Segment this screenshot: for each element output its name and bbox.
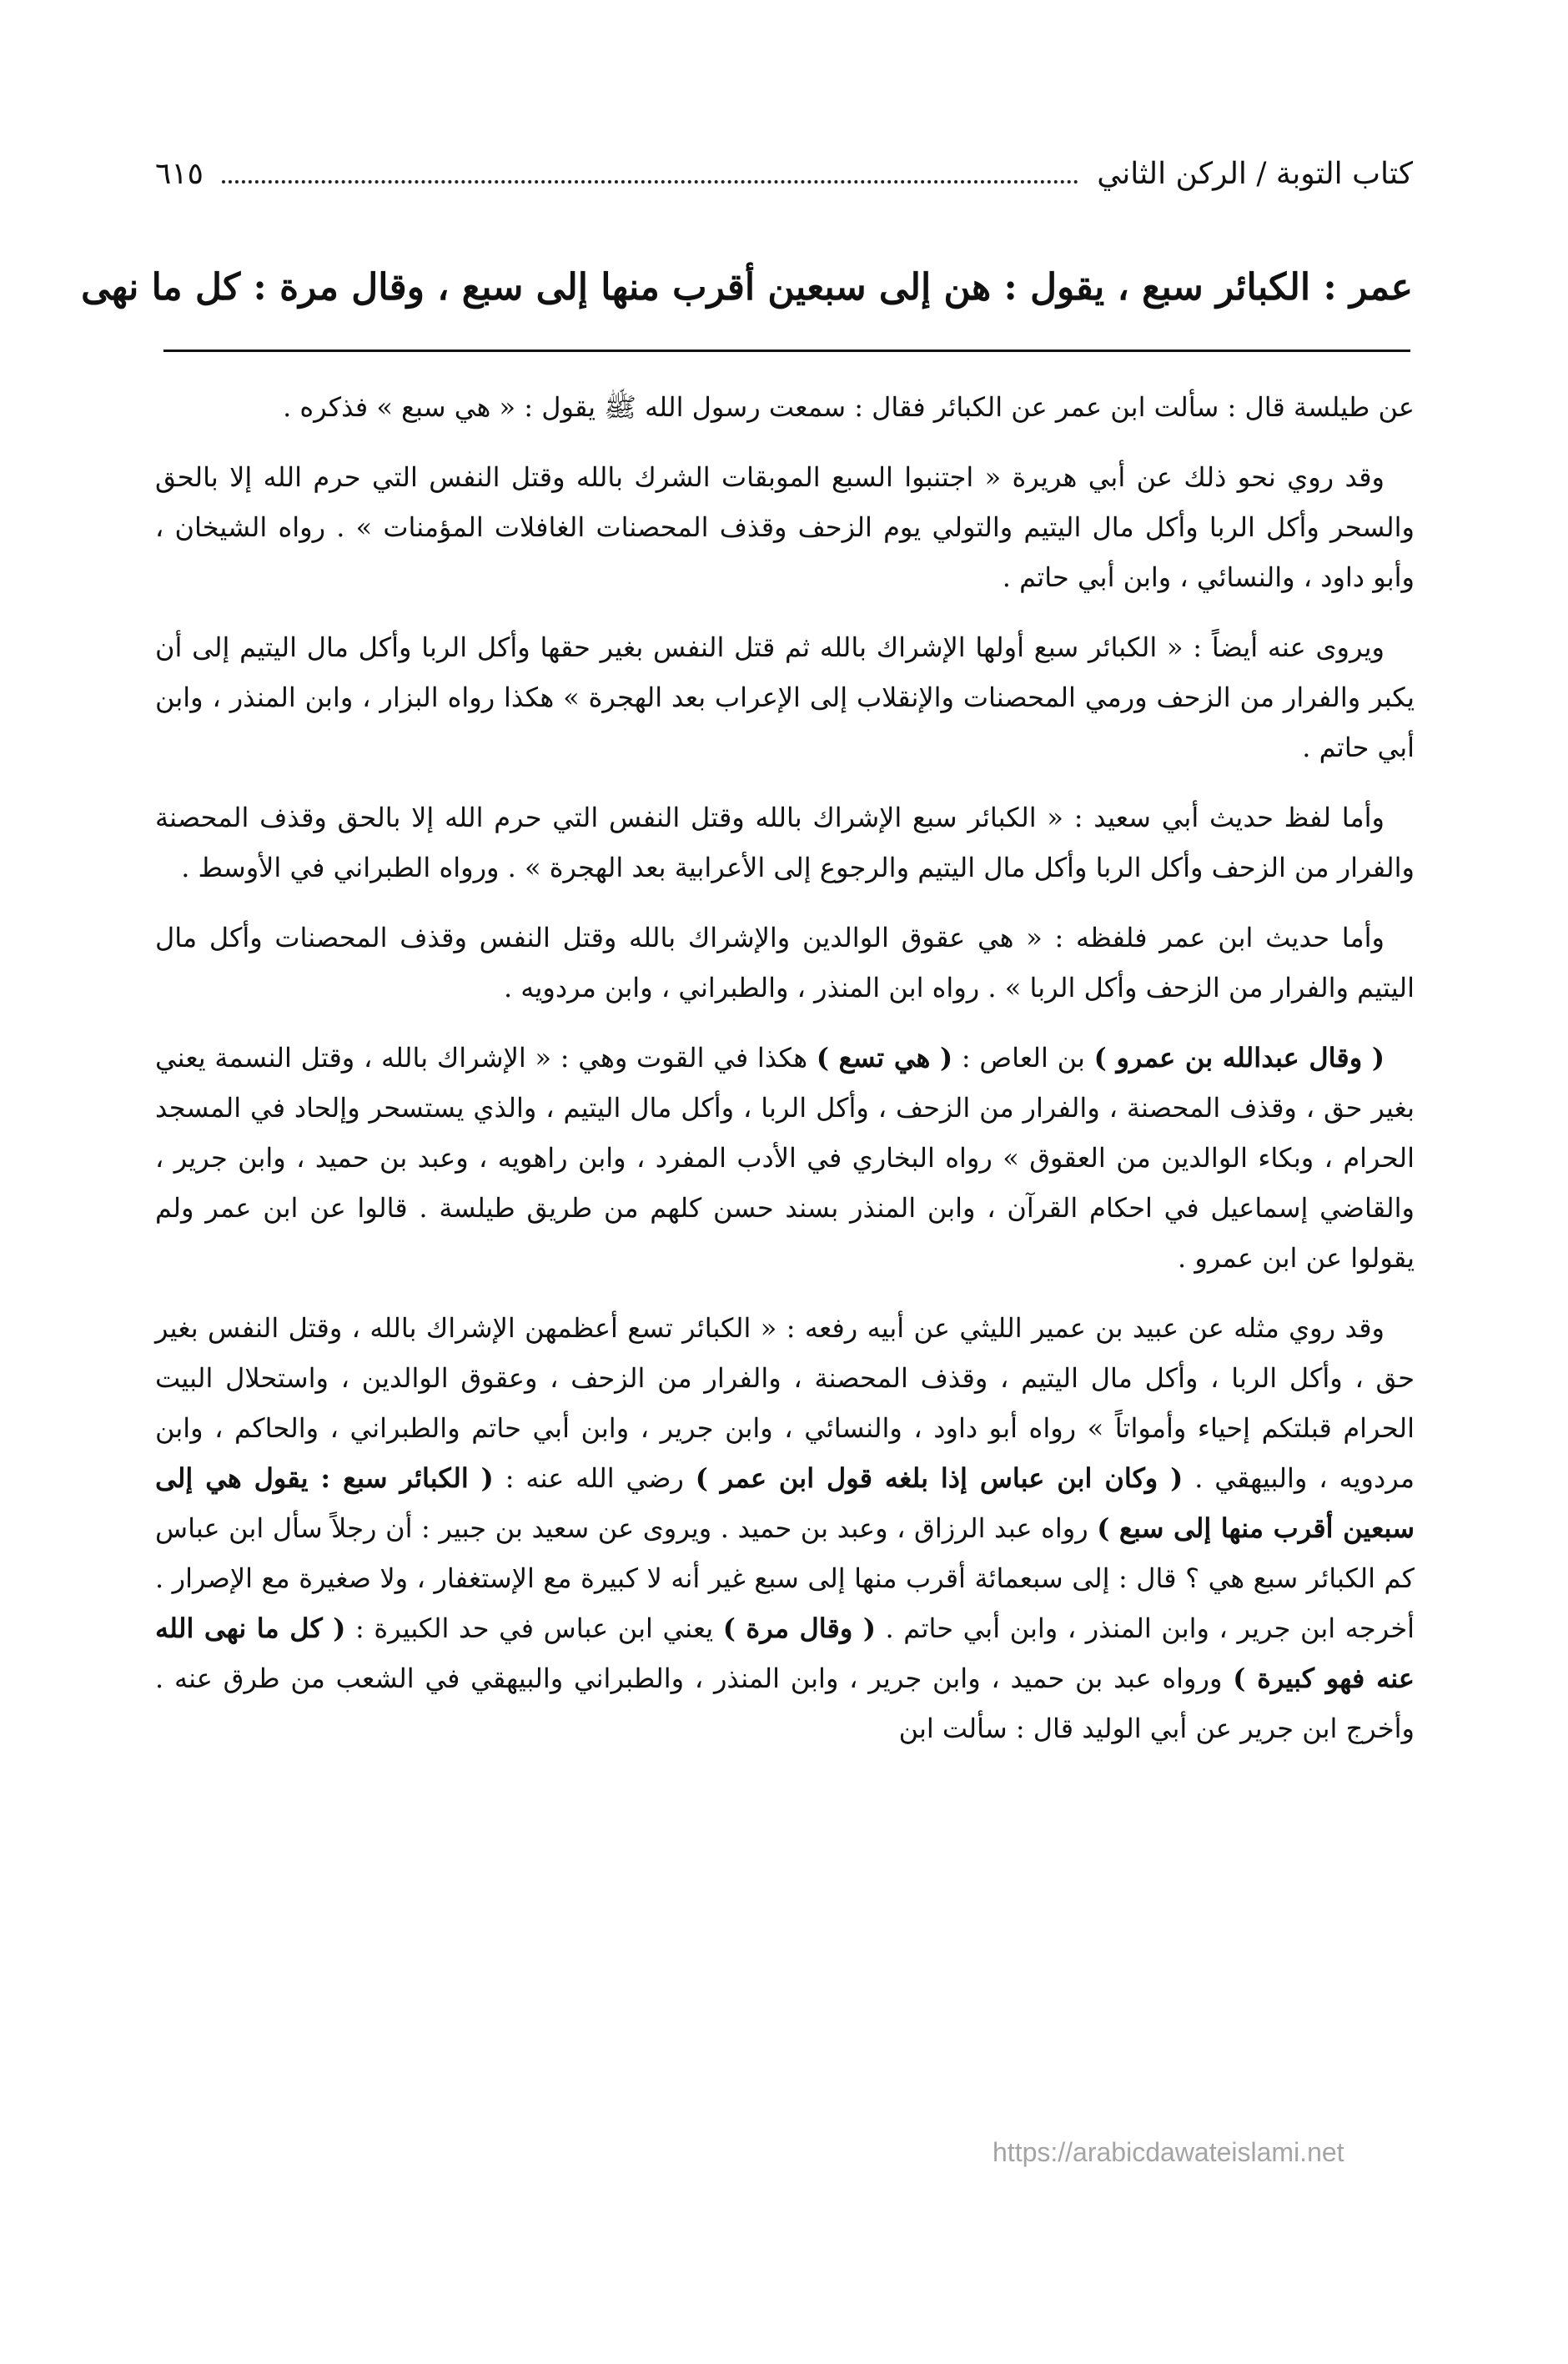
commentary-text: ورواه عبد بن حميد ، وابن جرير ، وابن المنذر ، والطبراني والبيهقي في الشعب من طرق عنه . وأخرج ابن جرير عن أبي الوليد قال : سألت ابن: [155, 1662, 1415, 1744]
chapter-title: كتاب التوبة / الركن الثاني: [1097, 156, 1413, 191]
quoted-matn: ( هي تسع ): [816, 1042, 953, 1074]
quoted-matn: ( كل ما نهى الله عنه فهو كبيرة ): [155, 1612, 1415, 1694]
commentary-text: بن العاص :: [952, 1042, 1094, 1074]
commentary-paragraph-1: عن طيلسة قال : سألت ابن عمر عن الكبائر فقال : سمعت رسول الله ﷺ يقول : « هي سبع » فذكره .: [283, 391, 1415, 423]
commentary-text: وقد روي مثله عن عبيد بن عمير الليثي عن أبيه رفعه : « الكبائر تسع أعظمهن الإشراك بالله ، وقتل النفس بغير حق ، وأكل الربا ، وأكل مال اليتيم ، وقذف المحصنة ، والفرار من الزحف ، وعقوق الوالدين ، واستحلال البيت الحرام قبلتكم إحياء وأمواتاً » رواه أبو داود ، والنسائي ، وابن جرير ، وابن أبي حاتم والطبراني ، والحاكم ، وابن مردويه ، والبيهقي .: [155, 1312, 1415, 1494]
quoted-matn: ( وقال مرة ): [722, 1612, 876, 1644]
commentary-text: رضي الله عنه :: [493, 1462, 696, 1494]
commentary-text: يعني ابن عباس في حد الكبيرة :: [345, 1612, 723, 1644]
quoted-matn: ( الكبائر سبع : يقول هي إلى سبعين أقرب منها إلى سبع ): [155, 1462, 1415, 1544]
quoted-matn: ( وقال عبدالله بن عمرو ): [1093, 1042, 1385, 1074]
quoted-matn: ( وكان ابن عباس إذا بلغه قول ابن عمر ): [695, 1462, 1184, 1494]
commentary-text: هكذا في القوت وهي : « الإشراك بالله ، وقتل النسمة يعني بغير حق ، وقذف المحصنة ، والفرار من الزحف ، وأكل الربا ، وأكل مال اليتيم ، والذي يستسحر وإلحاد في المسجد الحرام ، وبكاء الوالدين من العقوق » رواه البخاري في الأدب المفرد ، وابن راهويه ، وعبد بن حميد ، وابن جرير ، والقاضي إسماعيل في احكام القرآن ، وابن المنذر بسند حسن كلهم من طريق طيلسة . قالوا عن ابن عمر ولم يقولوا عن ابن عمرو .: [155, 1042, 1415, 1274]
commentary-paragraph-2: وقد روي نحو ذلك عن أبي هريرة « اجتنبوا السبع الموبقات الشرك بالله وقتل النفس التي حرم الله إلا بالحق والسحر وأكل الربا وأكل مال اليتيم والتولي يوم الزحف وقذف المحصنات الغافلات المؤمنات » . رواه الشيخان ، وأبو داود ، والنسائي ، وابن أبي حاتم .: [155, 461, 1415, 593]
separator-rule: [163, 350, 1410, 352]
page-number: ٦١٥: [155, 156, 204, 191]
commentary-paragraph-7: [155, 1303, 1415, 1753]
commentary-paragraph-4: وأما لفظ حديث أبي سعيد : « الكبائر سبع الإشراك بالله وقتل النفس التي حرم الله إلا بالحق وقذف المحصنة والفرار من الزحف وأكل الربا وأكل مال اليتيم والرجوع إلى الأعرابية بعد الهجرة » . ورواه الطبراني في الأوسط .: [155, 802, 1415, 883]
commentary-paragraph-5: وأما حديث ابن عمر فلفظه : « هي عقوق الوالدين والإشراك بالله وقتل النفس وقذف المحصنات وأكل مال اليتيم والفرار من الزحف وأكل الربا » . رواه ابن المنذر ، والطبراني ، وابن مردويه .: [155, 922, 1415, 1003]
dot-leader: [222, 180, 1078, 184]
commentary-paragraph-3: ويروى عنه أيضاً : « الكبائر سبع أولها الإشراك بالله ثم قتل النفس بغير حقها وأكل الربا وأكل مال اليتيم إلى أن يكبر والفرار من الزحف ورمي المحصنات والإنقلاب إلى الإعراب بعد الهجرة » هكذا رواه البزار ، وابن المنذر ، وابن أبي حاتم .: [155, 631, 1415, 763]
commentary-text: رواه عبد الرزاق ، وعبد بن حميد . ويروى عن سعيد بن جبير : أن رجلاً سأل ابن عباس كم الكبائر سبع هي ؟ قال : إلى سبعمائة أقرب منها إلى سبع غير أنه لا كبيرة مع الإستغفار ، ولا صغيرة مع الإصرار . أخرجه ابن جرير ، وابن المنذر ، وابن أبي حاتم .: [155, 1512, 1415, 1644]
commentary-block: [155, 382, 1415, 1773]
watermark-url: https://arabicdawateislami.net: [993, 2137, 1344, 2167]
running-header: [155, 148, 1413, 199]
main-text-line: عمر : الكبائر سبع ، يقول : هن إلى سبعين أقرب منها إلى سبع ، وقال مرة : كل ما نهى: [81, 266, 1413, 309]
commentary-paragraph-6: [155, 1033, 1415, 1283]
